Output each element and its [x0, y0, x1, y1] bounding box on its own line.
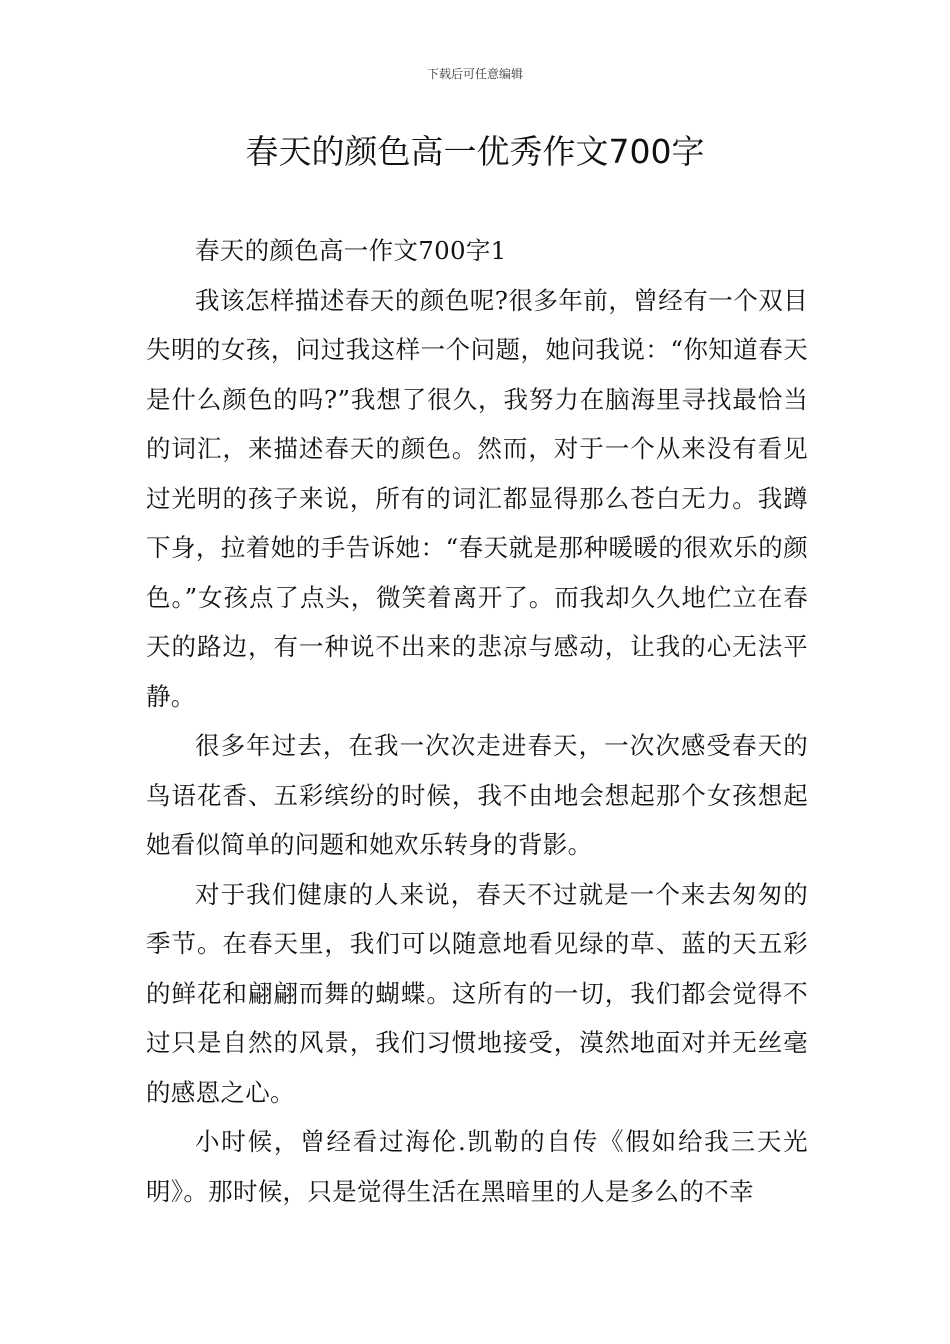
paragraph: 小时候，曾经看过海伦.凯勒的自传《假如给我三天光明》。那时候，只是觉得生活在黑暗里的人是多么的不幸 — [146, 1127, 808, 1206]
paragraph: 我该怎样描述春天的颜色呢?很多年前，曾经有一个双目失明的女孩，问过我这样一个问题，她问我说：“你知道春天是什么颜色的吗?”我想了很久，我努力在脑海里寻找最恰当的词汇，来描述春天的颜色。然而，对于一个从来没有看见过光明的孩子来说，所有的词汇都显得那么苍白无力。我蹲下身，拉着她的手告诉她：“春天就是那种暖暖的很欢乐的颜色。”女孩点了点头，微笑着离开了。而我却久久地伫立在春天的路边，有一种说不出来的悲凉与感动，让我的心无法平静。 — [146, 285, 808, 711]
header-note: 下载后可任意编辑 — [426, 67, 523, 81]
paragraph: 对于我们健康的人来说，春天不过就是一个来去匆匆的季节。在春天里，我们可以随意地看见绿的草、蓝的天五彩的鲜花和翩翩而舞的蝴蝶。这所有的一切，我们都会觉得不过只是自然的风景，我们习惯地接受，漠然地面对并无丝毫的感恩之心。 — [146, 879, 808, 1107]
document-body — [146, 226, 808, 1216]
section-heading: 春天的颜色高一作文700字1 — [195, 236, 507, 265]
document-title: 春天的颜色高一优秀作文700字 — [245, 132, 705, 171]
paragraph: 很多年过去，在我一次次走进春天，一次次感受春天的鸟语花香、五彩缤纷的时候，我不由地会想起那个女孩想起她看似简单的问题和她欢乐转身的背影。 — [146, 731, 808, 859]
